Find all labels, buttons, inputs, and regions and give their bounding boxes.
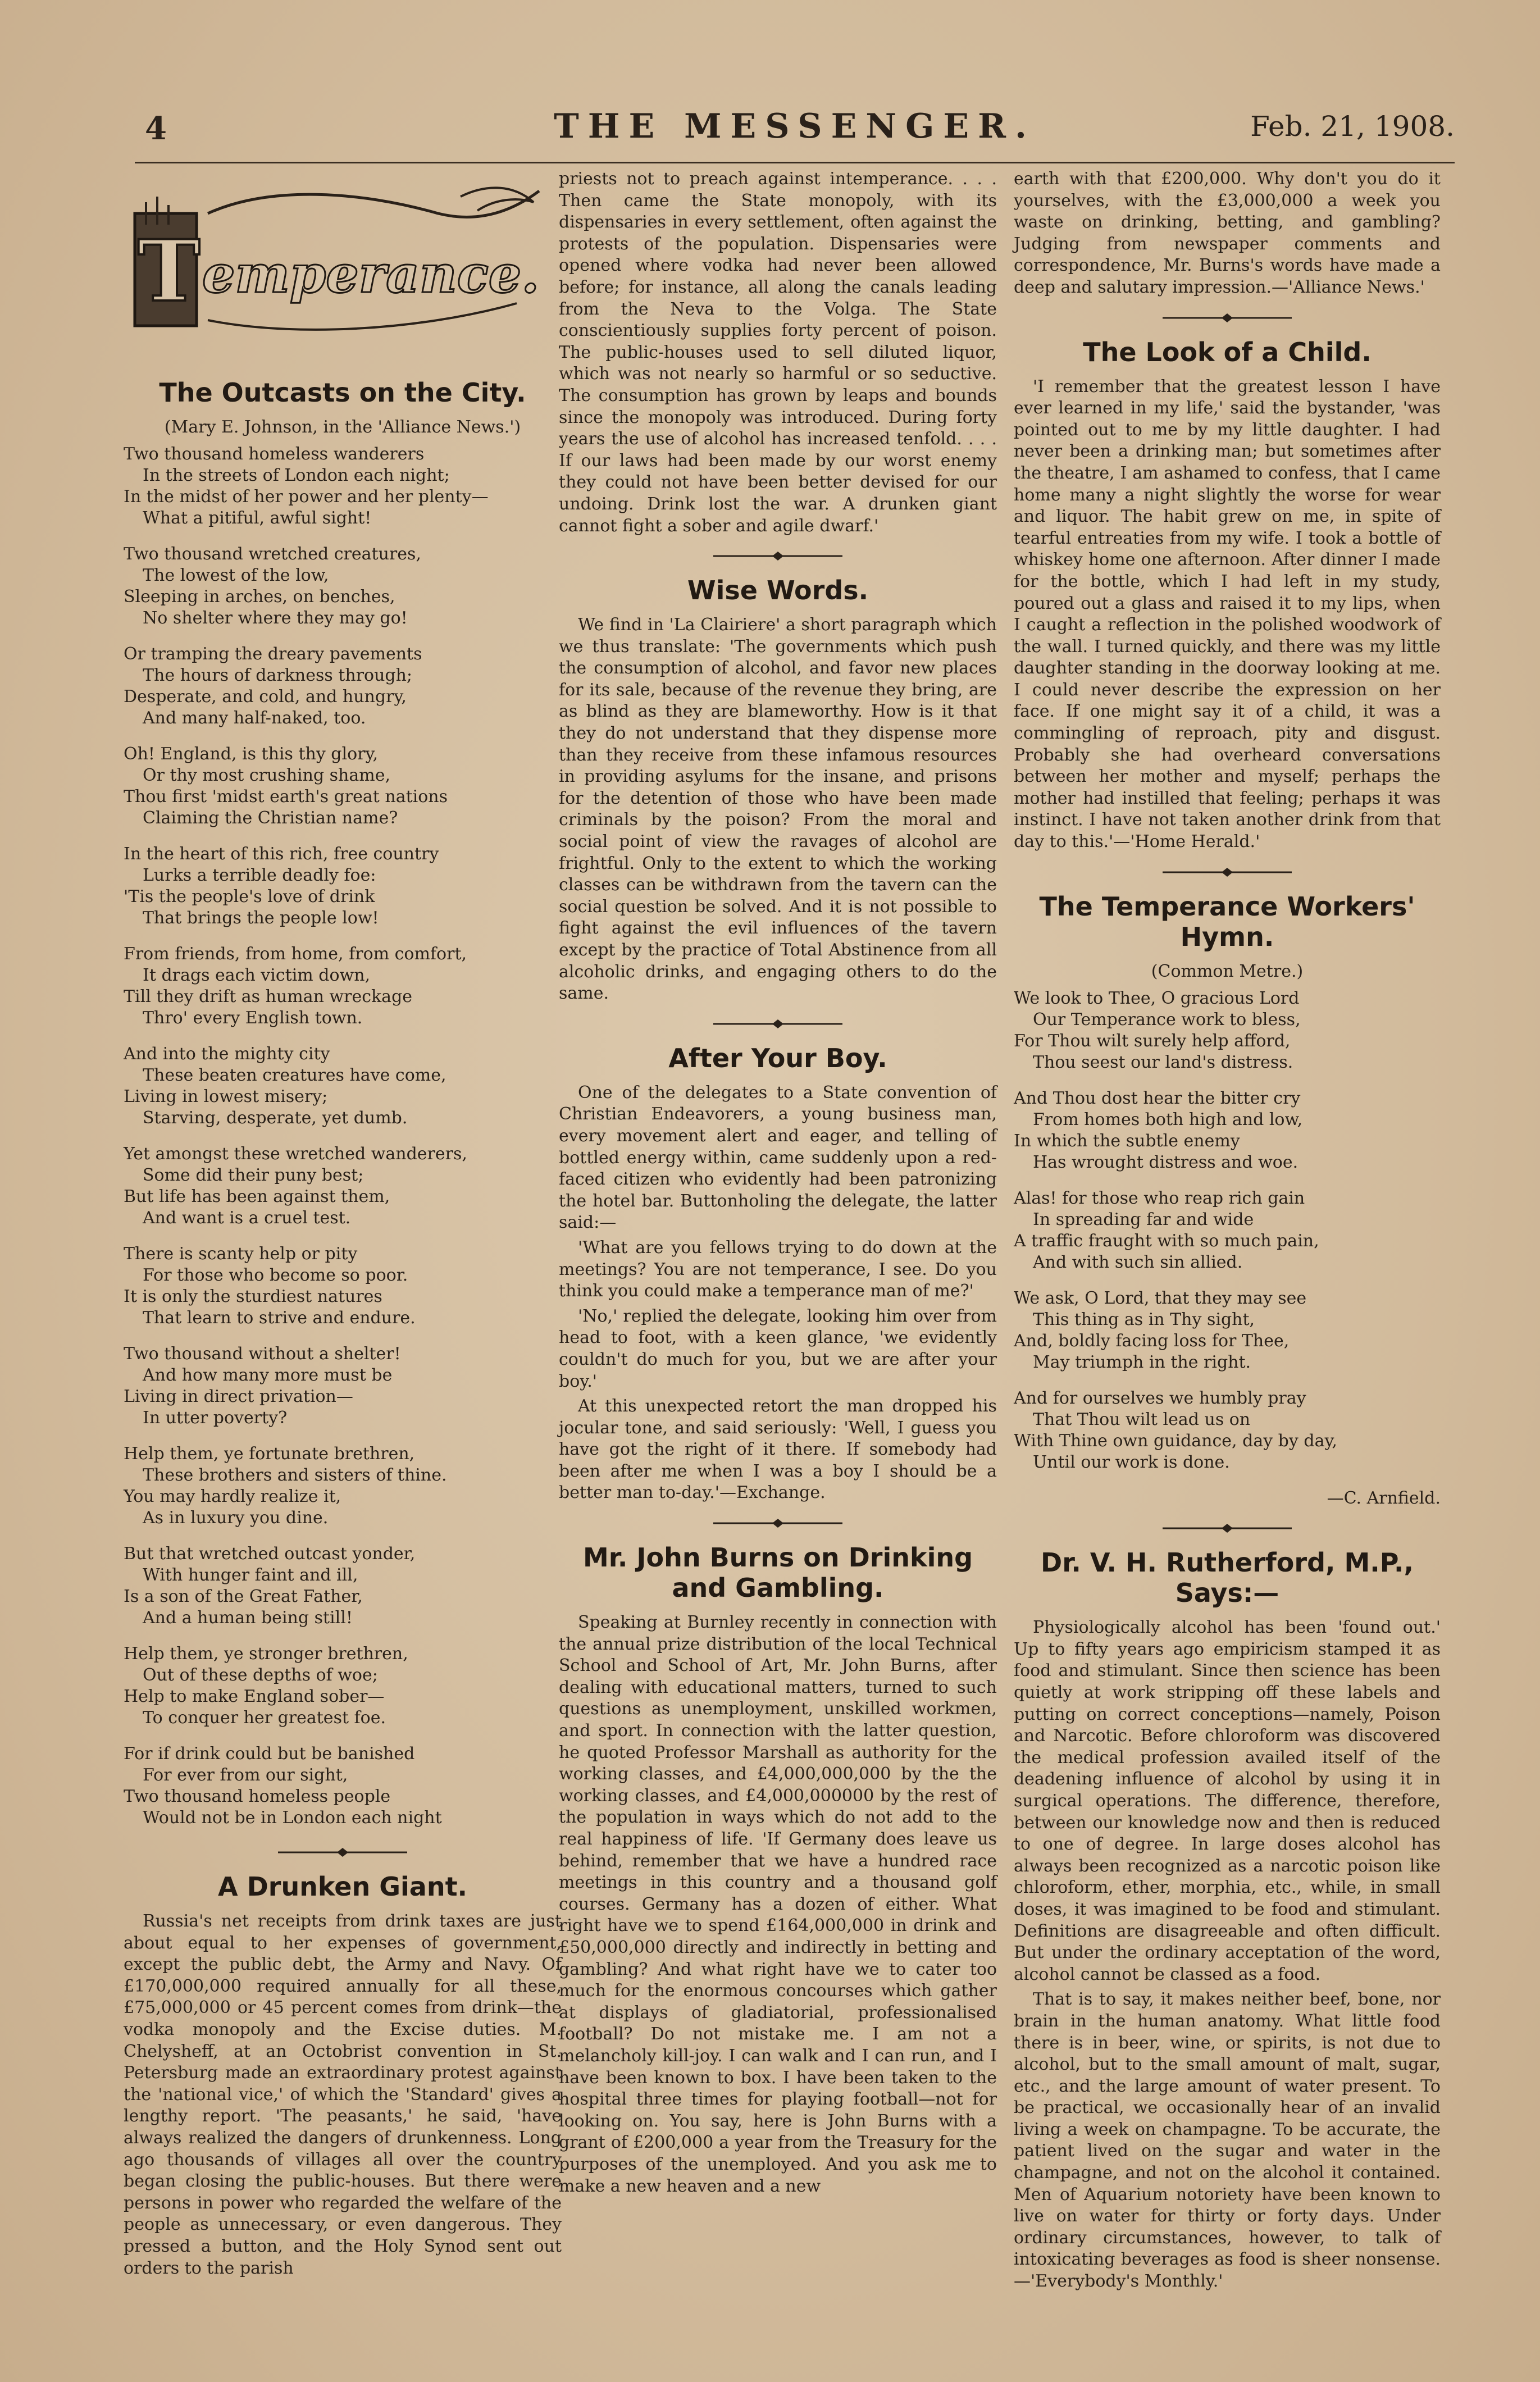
boy-paragraph: One of the delegates to a State convention of Christian Endeavorers, a young business man, every movement alert and eager, and telling of bottled energy within, came suddenly upon a red-faced citizen who evidently had been patronizing the hotel bar. Buttonholing the delegate, the latter said:—: [559, 1082, 997, 1233]
verse-line: Claiming the Christian name?: [143, 808, 398, 828]
verse-line: With hunger faint and ill,: [143, 1565, 358, 1585]
burns-text: Speaking at Burnley recently in connection with the annual prize distribution of the local Technical School and School of Art, Mr. John Burns, after dealing with educational matters, turned to such questions as unemployment, unskilled workmen, and sport. In connection with the latter question, he quoted Professor Marshall as authority for the working classes, and £4,000,000,000 by the the working classes, and £4,000,000000 by the rest of the population in ways which do not add to the real happiness of life. 'If Germany does leave us behind, remember that we have a hundred race meetings in this country and a thousand golf courses. Germany has a dozen of either. What right have we to spend £164,000,000 in drink and £50,000,000 directly and indirectly in betting and gambling? And what right have we to cater too much for the enormous concourses which gather at displays of gladiatorial, professionalised football? Do not mistake me. I am not a melancholy kill-joy. I can walk and I can run, and I have been known to box. I have been taken to the hospital three times for playing football—not for looking on. You say, here is John Burns with a grant of £200,000 a year from the Treasury for the purposes of the unemployed. And you ask me to make a new heaven and a new: [559, 1613, 997, 2196]
verse-line: And a human being still!: [143, 1608, 353, 1628]
verse-line: In the heart of this rich, free country: [124, 844, 439, 864]
section-divider: [559, 1514, 997, 1532]
rutherford-title: Dr. V. H. Rutherford, M.P., Says:—: [1041, 1547, 1414, 1609]
verse-line: We ask, O Lord, that they may see: [1014, 1288, 1307, 1308]
verse-line: These brothers and sisters of thine.: [143, 1465, 447, 1485]
verse-line: There is scanty help or pity: [124, 1244, 358, 1264]
masthead: [135, 107, 1455, 157]
giant-continued: priests not to preach against intemperance. . . . Then came the State monopoly, with its dispensaries in every settlement, often against the protests of the population. Dispensaries were opened where vodka had never been allowed before; for instance, all along the canals leading from the Neva to the Volga. The State conscientiously supplies forty percent of poison. The public-houses used to sell diluted liquor, which was not nearly so harmful or so seductive. The consumption has grown by leaps and bounds since the monopoly was introduced. During forty years the use of alcohol has increased tenfold. . . . If our laws had been made by our worst enemy they could not have been better devised for our undoing. Drink lost the war. A drunken giant cannot fight a sober and agile dwarf.': [559, 169, 997, 536]
stanza: [124, 1144, 562, 1229]
verse-line: But life has been against them,: [124, 1187, 390, 1206]
stanza: [124, 844, 562, 929]
section-divider: [124, 1843, 562, 1861]
stanza: [124, 644, 562, 729]
stanza: [124, 744, 562, 829]
section-divider: [559, 547, 997, 565]
verse-line: That Thou wilt lead us on: [1033, 1409, 1251, 1429]
verse-line: May triumph in the right.: [1033, 1352, 1251, 1372]
verse-line: In which the subtle enemy: [1014, 1131, 1240, 1151]
verse-line: Or tramping the dreary pavements: [124, 644, 422, 664]
rutherford-paragraph: That is to say, it makes neither beef, bone, nor brain in the human anatomy. What little food there is in beer, wine, or spirits, is not due to alcohol, but to the small amount of malt, sugar, etc., and the large amount of water present. To be practical, we occasionally hear of an invalid living a week on champagne. To be accurate, the patient lived on the sugar and water in the champagne, and not on the alcohol it contained. Men of Aquarium notoriety have been known to live on water for thirty or forty days. Under ordinary circumstances, however, to talk of intoxicating beverages as food is sheer nonsense.—'Everybody's Monthly.': [1014, 1989, 1441, 2292]
verse-line: A traffic fraught with so much pain,: [1014, 1231, 1319, 1251]
verse-line: Our Temperance work to bless,: [1033, 1009, 1301, 1030]
verse-line: This thing as in Thy sight,: [1033, 1309, 1255, 1329]
child-title: The Look of a Child.: [1083, 336, 1372, 367]
verse-line: Has wrought distress and woe.: [1033, 1152, 1298, 1172]
verse-line: In the streets of London each night;: [143, 466, 450, 485]
stanza: [124, 944, 562, 1029]
stanza: [124, 1643, 562, 1729]
verse-line: As in luxury you dine.: [143, 1508, 329, 1528]
verse-line: Desperate, and cold, and hungry,: [124, 687, 407, 707]
verse-line: And, boldly facing loss for Thee,: [1014, 1331, 1290, 1351]
verse-line: Two thousand without a shelter!: [124, 1344, 401, 1364]
stanza: [1014, 1088, 1441, 1173]
stanza: [124, 1543, 562, 1629]
hymn-title: The Temperance Workers' Hymn.: [1039, 891, 1415, 952]
verse-line: Oh! England, is this thy glory,: [124, 744, 379, 764]
page-number: 4: [145, 110, 167, 147]
verse-line: Two thousand wretched creatures,: [124, 544, 421, 564]
verse-line: Would not be in London each night: [143, 1808, 442, 1828]
paper-title: THE MESSENGER.: [554, 107, 1036, 146]
verse-line: Till they drift as human wreckage: [124, 987, 413, 1006]
verse-line: Alas! for those who reap rich gain: [1014, 1188, 1305, 1208]
stanza: [1014, 1288, 1441, 1373]
outcasts-byline: (Mary E. Johnson, in the 'Alliance News.'): [164, 417, 521, 437]
outcasts-title: The Outcasts on the City.: [159, 377, 526, 408]
verse-line: It is only the sturdiest natures: [124, 1287, 382, 1306]
verse-line: Two thousand homeless people: [124, 1787, 391, 1806]
temperance-logo: [124, 180, 550, 348]
section-divider: [559, 1015, 997, 1033]
verse-line: We look to Thee, O gracious Lord: [1014, 988, 1300, 1008]
verse-line: In spreading far and wide: [1033, 1209, 1254, 1229]
verse-line: And Thou dost hear the bitter cry: [1014, 1088, 1301, 1108]
verse-line: It drags each victim down,: [143, 965, 371, 985]
verse-line: That learn to strive and endure.: [143, 1308, 416, 1328]
verse-line: Is a son of the Great Father,: [124, 1587, 363, 1606]
verse-line: In utter poverty?: [143, 1408, 288, 1428]
verse-line: What a pitiful, awful sight!: [143, 508, 372, 528]
masthead-rule: [135, 162, 1455, 163]
section-divider: [1014, 309, 1441, 327]
stanza: [124, 1244, 562, 1329]
stanza: [124, 1044, 562, 1129]
stanza: [1014, 1188, 1441, 1273]
giant-text: Russia's net receipts from drink taxes are just about equal to her expenses of government, except the public debt, the Army and Navy. Of £170,000,000 required annually for all these, £75,000,000 or 45 percent comes from drink—the vodka monopoly and the Excise duties. M. Chelysheff, at an Octobrist convention in St. Petersburg made an extraordinary protest against the 'national vice,' of which the 'Standard' gives a lengthy report. 'The peasants,' he said, 'have always realized the dangers of drunkenness. Long ago thousands of villages all over the country began closing the public-houses. But there were persons in power who regarded the welfare of the people as unnecessary, or even dangerous. They pressed a button, and the Holy Synod sent out orders to the parish: [124, 1911, 562, 2278]
verse-line: To conquer her greatest foe.: [143, 1708, 386, 1728]
verse-line: The lowest of the low,: [143, 566, 329, 585]
logo-initial: T: [138, 222, 201, 321]
column-3: [1014, 168, 1441, 2296]
verse-line: From homes both high and low,: [1033, 1109, 1303, 1129]
verse-line: You may hardly realize it,: [124, 1487, 341, 1506]
verse-line: The hours of darkness through;: [143, 666, 413, 685]
boy-paragraph: 'What are you fellows trying to do down at the meetings? You are not temperance, I see. Do you think you could make a temperance man of me?': [559, 1237, 997, 1301]
stanza: [124, 544, 562, 629]
verse-line: Out of these depths of woe;: [143, 1665, 378, 1685]
verse-line: 'Tis the people's love of drink: [124, 887, 375, 907]
verse-line: Living in direct privation—: [124, 1387, 353, 1406]
hymn-subtitle: (Common Metre.): [1151, 961, 1304, 981]
verse-line: No shelter where they may go!: [143, 608, 408, 628]
verse-line: And many half-naked, too.: [143, 708, 366, 728]
stanza: [1014, 1388, 1441, 1473]
verse-line: Or thy most crushing shame,: [143, 766, 391, 785]
verse-line: Help them, ye fortunate brethren,: [124, 1444, 415, 1464]
verse-line: Starving, desperate, yet dumb.: [143, 1108, 408, 1128]
section-divider: [1014, 1519, 1441, 1537]
verse-line: Help them, ye stronger brethren,: [124, 1644, 408, 1664]
verse-line: Thro' every English town.: [143, 1008, 363, 1028]
verse-line: And with such sin allied.: [1033, 1252, 1243, 1272]
verse-line: For Thou wilt surely help afford,: [1014, 1031, 1291, 1051]
stanza: [124, 1343, 562, 1429]
verse-line: Lurks a terrible deadly foe:: [143, 866, 376, 885]
logo-text: emperance.: [202, 244, 540, 304]
verse-line: Living in lowest misery;: [124, 1087, 328, 1106]
verse-line: For ever from our sight,: [143, 1765, 348, 1785]
verse-line: Help to make England sober—: [124, 1687, 385, 1706]
hymn-poem: [1014, 988, 1441, 1473]
hymn-author: —C. Arnfield.: [1327, 1488, 1441, 1508]
rutherford-paragraph: Physiologically alcohol has been 'found out.' Up to fifty years ago empiricism stamped it as food and stimulant. Since then science has been quietly at work stripping off these labels and putting on correct conceptions—namely, Poison and Narcotic. Before chloroform was discovered the medical profession availed itself of the deadening influence of alcohol by using it in surgical operations. The difference, therefore, between our knowledge now and then is reduced to one of degree. In large doses alcohol has always been recognized as a narcotic poison like chloroform, ether, morphia, etc., while, in small doses, it was imagined to be food and stimulant. Definitions are disagreeable and often difficult. But under the ordinary acceptation of the word, alcohol cannot be classed as a food.: [1014, 1618, 1441, 1984]
child-text: 'I remember that the greatest lesson I have ever learned in my life,' said the bystander, 'was pointed out to me by my little daughter. I had never been a drinking man; but sometimes after the theatre, I am ashamed to confess, that I came home many a night slightly the worse for wear and liquor. The habit grew on me, in spite of tearful entreaties from my wife. I took a bottle of whiskey home one afternoon. After dinner I made for the bottle, which I had left in my study, poured out a glass and raised it to my lips, when I caught a reflection in the polished woodwork of the wall. I turned quickly, and there was my little daughter standing in the doorway looking at me. I could never describe the expression on her face. If one might say it of a child, it was a commingling of reproach, pity and disgust. Probably she had overheard conversations between her mother and myself; perhaps the mother had instilled that feeling; perhaps it was instinct. I have not taken another drink from that day to this.'—'Home Herald.': [1014, 376, 1441, 852]
wise-text: We find in 'La Clairiere' a short paragraph which we thus translate: 'The governments which push the consumption of alcohol, and favor new places for its sale, because of the revenue they bring, are as blind as they are blameworthy. How is it that they do not understand that they dispense more than they receive from these infamous resources in providing asylums for the insane, and prisons for the detention of those who have been made criminals by the poison? From the moral and social point of view the ravages of alcohol are frightful. Only to the extent to which the working classes can be withdrawn from the tavern can the social question be solved. And it is not possible to fight against the evil influences of the tavern except by the practice of Total Abstinence from all alcoholic drinks, and engaging others to do the same.: [559, 615, 997, 1004]
boy-paragraph: At this unexpected retort the man dropped his jocular tone, and said seriously: 'Well, I guess you have got the right of it there. If somebody had been after me when I was a boy I should be a better man to-day.'—Exchange.: [559, 1396, 997, 1503]
verse-line: Sleeping in arches, on benches,: [124, 587, 395, 607]
verse-line: And how many more must be: [143, 1365, 393, 1385]
verse-line: Until our work is done.: [1033, 1452, 1230, 1472]
outcasts-poem: [124, 444, 562, 1829]
column-1: [124, 168, 562, 2283]
verse-line: For those who become so poor.: [143, 1265, 408, 1285]
verse-line: In the midst of her power and her plenty—: [124, 487, 489, 507]
verse-line: From friends, from home, from comfort,: [124, 944, 467, 964]
verse-line: Some did their puny best;: [143, 1165, 364, 1185]
verse-line: But that wretched outcast yonder,: [124, 1544, 416, 1564]
verse-line: For if drink could but be banished: [124, 1744, 415, 1764]
publication-date: Feb. 21, 1908.: [1250, 110, 1455, 143]
verse-line: Thou first 'midst earth's great nations: [124, 787, 448, 807]
stanza: [124, 444, 562, 529]
burns-continued: earth with that £200,000. Why don't you do it yourselves, with the £3,000,000 a week you waste on drinking, betting, and gambling? Judging from newspaper comments and correspondence, Mr. Burns's words have made a deep and salutary impression.—'Alliance News.': [1014, 169, 1441, 297]
verse-line: These beaten creatures have come,: [143, 1065, 446, 1085]
verse-line: Two thousand homeless wanderers: [124, 444, 425, 464]
stanza: [124, 1443, 562, 1529]
verse-line: And into the mighty city: [124, 1044, 330, 1064]
verse-line: Thou seest our land's distress.: [1033, 1052, 1293, 1072]
verse-line: And for ourselves we humbly pray: [1014, 1388, 1306, 1408]
verse-line: Yet amongst these wretched wanderers,: [124, 1144, 467, 1164]
stanza: [1014, 988, 1441, 1073]
boy-title: After Your Boy.: [668, 1042, 887, 1073]
stanza: [124, 1743, 562, 1829]
verse-line: And want is a cruel test.: [143, 1208, 351, 1228]
giant-title: A Drunken Giant.: [217, 1871, 468, 1902]
boy-paragraph: 'No,' replied the delegate, looking him over from head to foot, with a keen glance, 'we evidently couldn't do much for you, but we are after your boy.': [559, 1306, 997, 1391]
wise-title: Wise Words.: [687, 575, 869, 606]
column-2: [559, 168, 997, 2201]
burns-title: Mr. John Burns on Drinking and Gambling.: [582, 1542, 973, 1604]
verse-line: With Thine own guidance, day by day,: [1014, 1431, 1337, 1451]
section-divider: [1014, 863, 1441, 881]
verse-line: That brings the people low!: [143, 908, 379, 928]
